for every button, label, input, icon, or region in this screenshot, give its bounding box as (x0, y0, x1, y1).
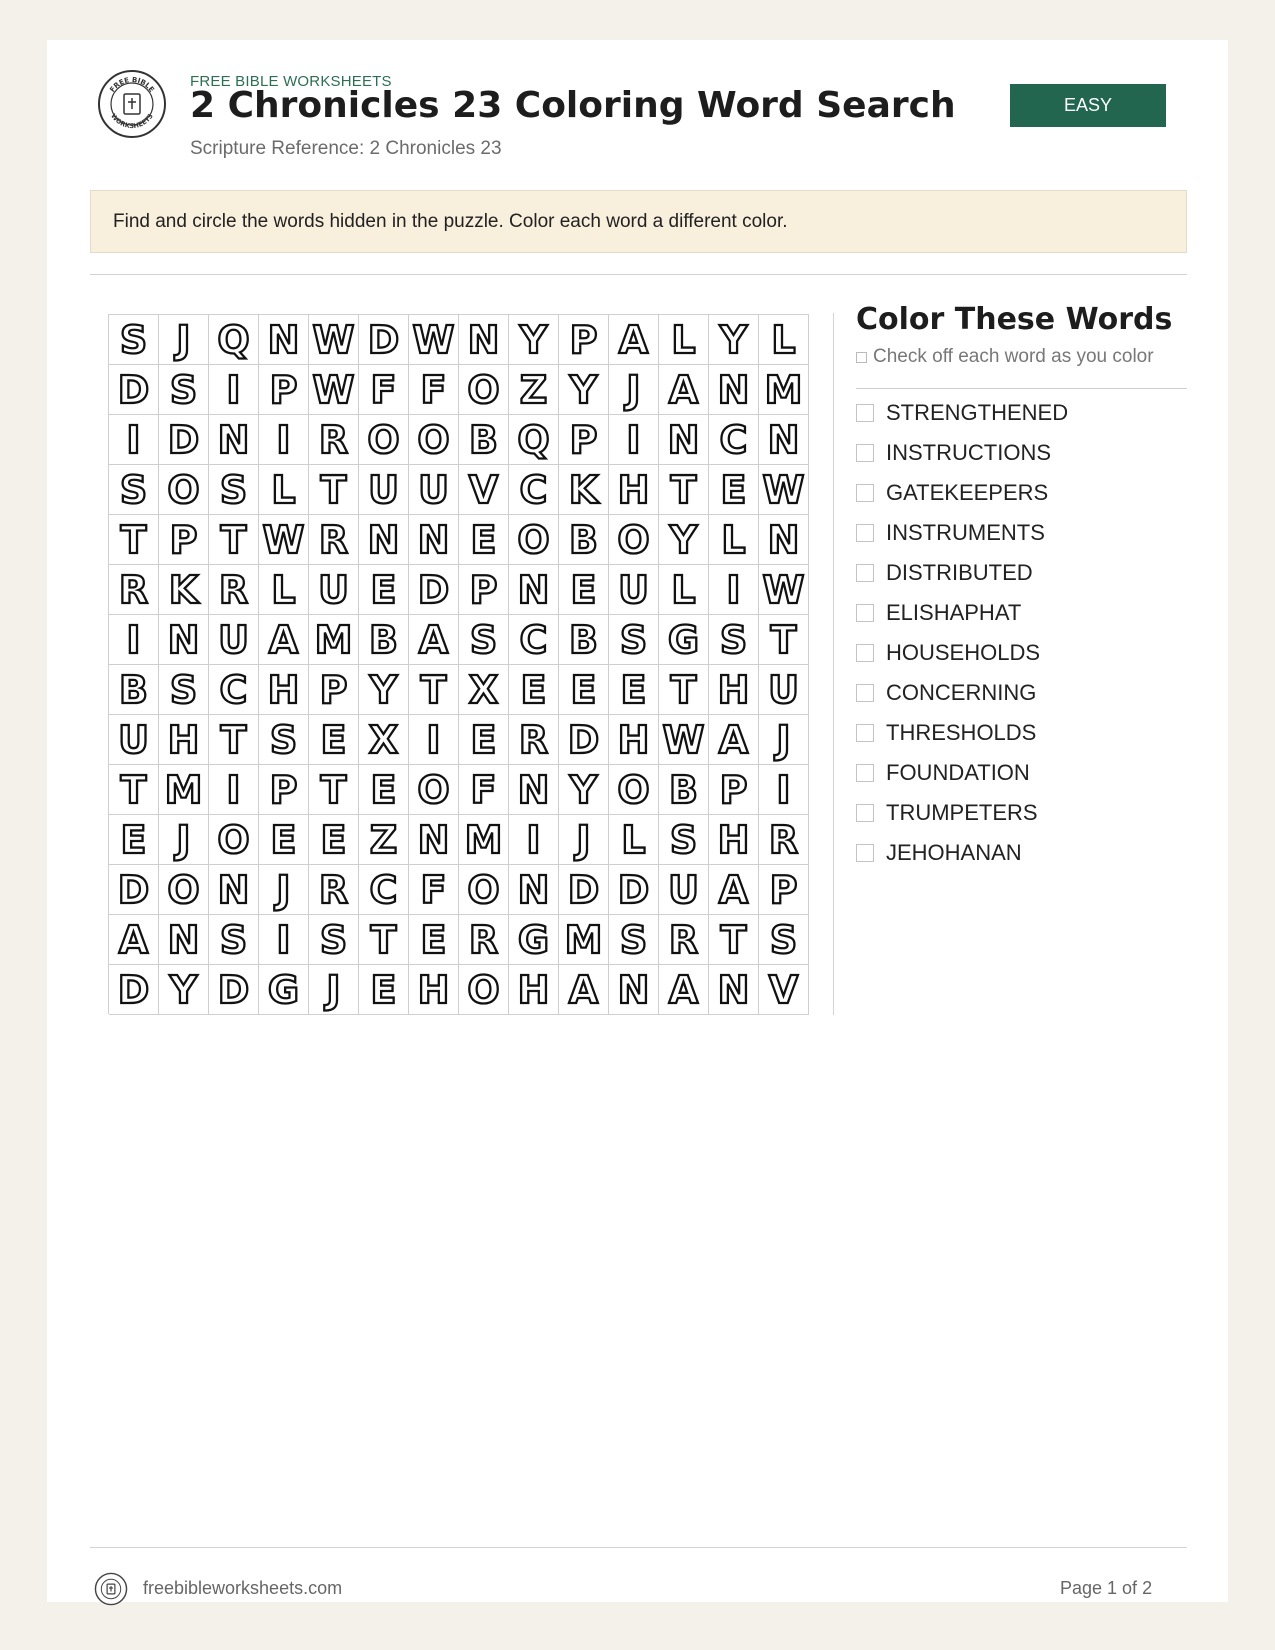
grid-cell[interactable]: N (509, 765, 559, 815)
grid-cell[interactable]: A (609, 315, 659, 365)
grid-cell[interactable]: S (209, 915, 259, 965)
grid-cell[interactable]: E (709, 465, 759, 515)
grid-cell[interactable]: N (709, 965, 759, 1015)
word-list-subtitle-text: Check off each word as you color (873, 346, 1154, 367)
grid-cell[interactable]: U (359, 465, 409, 515)
grid-cell[interactable]: Y (509, 315, 559, 365)
grid-cell[interactable]: R (309, 515, 359, 565)
grid-cell[interactable]: I (209, 365, 259, 415)
grid-cell[interactable]: F (409, 865, 459, 915)
page-number: Page 1 of 2 (1060, 1578, 1153, 1598)
word-label: JEHOHANAN (886, 840, 1022, 865)
grid-cell[interactable]: H (159, 715, 209, 765)
grid-cell[interactable]: I (109, 415, 159, 465)
grid-cell[interactable]: S (309, 915, 359, 965)
word-list-item[interactable] (856, 433, 1187, 473)
grid-cell[interactable]: Z (509, 365, 559, 415)
grid-cell[interactable]: O (159, 465, 209, 515)
grid-cell[interactable]: T (209, 715, 259, 765)
word-label: ELISHAPHAT (886, 600, 1022, 625)
grid-cell[interactable]: F (359, 365, 409, 415)
grid-cell[interactable]: D (359, 315, 409, 365)
grid-cell[interactable]: W (409, 315, 459, 365)
grid-cell[interactable]: R (109, 565, 159, 615)
grid-cell[interactable]: R (509, 715, 559, 765)
grid-cell[interactable]: E (559, 565, 609, 615)
grid-cell[interactable]: L (709, 515, 759, 565)
word-label: HOUSEHOLDS (886, 640, 1041, 665)
grid-cell[interactable]: N (259, 315, 309, 365)
grid-cell[interactable]: O (459, 865, 509, 915)
grid-cell[interactable]: T (659, 665, 709, 715)
grid-cell[interactable]: C (359, 865, 409, 915)
word-label: FOUNDATION (886, 760, 1030, 785)
word-label: DISTRIBUTED (886, 560, 1033, 585)
grid-cell[interactable]: L (659, 565, 709, 615)
word-list (856, 393, 1187, 873)
grid-cell[interactable]: W (759, 465, 809, 515)
grid-cell[interactable]: R (759, 815, 809, 865)
grid-cell[interactable]: O (359, 415, 409, 465)
word-list-item[interactable] (856, 553, 1187, 593)
grid-cell[interactable]: R (309, 415, 359, 465)
grid-cell[interactable]: S (609, 615, 659, 665)
grid-cell[interactable]: O (459, 965, 509, 1015)
word-checkbox[interactable] (856, 604, 874, 622)
grid-cell[interactable]: L (659, 315, 709, 365)
grid-cell[interactable]: O (609, 515, 659, 565)
grid-cell[interactable]: E (109, 815, 159, 865)
grid-cell[interactable]: N (409, 515, 459, 565)
grid-cell[interactable]: X (459, 665, 509, 715)
word-list-item[interactable] (856, 513, 1187, 553)
grid-cell[interactable]: V (759, 965, 809, 1015)
word-search-grid[interactable] (108, 314, 809, 1014)
grid-cell[interactable]: C (509, 465, 559, 515)
grid-cell[interactable]: X (359, 715, 409, 765)
grid-cell[interactable]: A (259, 615, 309, 665)
grid-cell[interactable]: B (559, 615, 609, 665)
grid-cell[interactable]: L (259, 465, 309, 515)
footer-divider (90, 1547, 1187, 1548)
grid-cell[interactable]: P (559, 415, 609, 465)
word-list-item[interactable] (856, 633, 1187, 673)
word-label: TRUMPETERS (886, 800, 1038, 825)
svg-text:WORKSHEETS: WORKSHEETS (109, 112, 155, 131)
grid-cell[interactable]: M (459, 815, 509, 865)
grid-cell[interactable]: G (259, 965, 309, 1015)
word-checkbox[interactable] (856, 844, 874, 862)
grid-cell[interactable]: Y (709, 315, 759, 365)
word-checkbox[interactable] (856, 644, 874, 662)
word-checkbox[interactable] (856, 764, 874, 782)
word-list-item[interactable] (856, 713, 1187, 753)
grid-cell[interactable]: I (259, 415, 309, 465)
grid-cell[interactable]: S (209, 465, 259, 515)
grid-cell[interactable]: E (459, 515, 509, 565)
grid-cell[interactable]: N (509, 865, 559, 915)
grid-cell[interactable]: B (109, 665, 159, 715)
grid-cell[interactable]: C (709, 415, 759, 465)
grid-cell[interactable]: M (759, 365, 809, 415)
grid-cell[interactable]: M (159, 765, 209, 815)
grid-cell[interactable]: A (559, 965, 609, 1015)
grid-cell[interactable]: R (459, 915, 509, 965)
grid-cell[interactable]: N (459, 315, 509, 365)
grid-cell[interactable]: O (409, 765, 459, 815)
grid-cell[interactable]: H (609, 465, 659, 515)
grid-cell[interactable]: A (409, 615, 459, 665)
word-checkbox[interactable] (856, 444, 874, 462)
grid-cell[interactable]: S (259, 715, 309, 765)
grid-cell[interactable]: N (709, 365, 759, 415)
grid-cell[interactable]: S (109, 465, 159, 515)
word-label: STRENGTHENED (886, 400, 1069, 425)
grid-cell[interactable]: J (159, 815, 209, 865)
word-checkbox[interactable] (856, 724, 874, 742)
grid-cell[interactable]: N (659, 415, 709, 465)
grid-cell[interactable]: S (459, 615, 509, 665)
instructions-box (90, 190, 1187, 253)
grid-cell[interactable]: J (259, 865, 309, 915)
grid-cell[interactable]: B (559, 515, 609, 565)
grid-cell[interactable]: T (759, 615, 809, 665)
grid-cell[interactable]: T (309, 765, 359, 815)
word-checkbox[interactable] (856, 564, 874, 582)
grid-cell[interactable]: P (259, 365, 309, 415)
grid-cell[interactable]: K (159, 565, 209, 615)
grid-cell[interactable]: W (309, 315, 359, 365)
grid-cell[interactable]: N (759, 415, 809, 465)
grid-cell[interactable]: P (709, 765, 759, 815)
grid-cell[interactable]: Y (659, 515, 709, 565)
grid-cell[interactable]: W (759, 565, 809, 615)
grid-cell[interactable]: I (259, 915, 309, 965)
grid-cell[interactable]: E (609, 665, 659, 715)
grid-cell[interactable]: P (559, 315, 609, 365)
grid-cell[interactable]: R (309, 865, 359, 915)
grid-cell[interactable]: I (509, 815, 559, 865)
grid-cell[interactable]: S (759, 915, 809, 965)
grid-cell[interactable]: T (309, 465, 359, 515)
grid-cell[interactable]: I (109, 615, 159, 665)
grid-cell[interactable]: S (109, 315, 159, 365)
grid-cell[interactable]: E (259, 815, 309, 865)
grid-cell[interactable]: H (709, 665, 759, 715)
brand-name: FREE BIBLE WORKSHEETS (190, 73, 392, 90)
word-list-item[interactable] (856, 673, 1187, 713)
grid-cell[interactable]: A (659, 365, 709, 415)
footer-site: freebibleworksheets.com (143, 1578, 343, 1598)
grid-cell[interactable]: J (309, 965, 359, 1015)
grid-cell[interactable]: F (409, 365, 459, 415)
grid-cell[interactable]: Y (559, 765, 609, 815)
grid-cell[interactable]: A (709, 715, 759, 765)
grid-cell[interactable]: W (309, 365, 359, 415)
grid-cell[interactable]: T (709, 915, 759, 965)
grid-cell[interactable]: I (409, 715, 459, 765)
grid-cell[interactable]: Y (159, 965, 209, 1015)
grid-cell[interactable]: S (709, 615, 759, 665)
grid-cell[interactable]: U (659, 865, 709, 915)
word-list-divider (856, 388, 1187, 389)
grid-cell[interactable]: P (309, 665, 359, 715)
grid-cell[interactable]: H (609, 715, 659, 765)
word-list-item[interactable] (856, 833, 1187, 873)
grid-cell[interactable]: E (359, 565, 409, 615)
grid-cell[interactable]: A (659, 965, 709, 1015)
word-list-title: Color These Words (856, 302, 1173, 337)
grid-cell[interactable]: Y (359, 665, 409, 715)
grid-cell[interactable]: R (209, 565, 259, 615)
grid-cell[interactable]: H (709, 815, 759, 865)
grid-cell[interactable]: Q (509, 415, 559, 465)
grid-cell[interactable]: U (309, 565, 359, 615)
grid-cell[interactable]: J (559, 815, 609, 865)
grid-cell[interactable]: O (209, 815, 259, 865)
grid-cell[interactable]: T (109, 765, 159, 815)
grid-cell[interactable]: N (159, 615, 209, 665)
grid-cell[interactable]: S (159, 365, 209, 415)
grid-cell[interactable]: D (159, 415, 209, 465)
grid-cell[interactable]: E (309, 815, 359, 865)
grid-cell[interactable]: E (559, 665, 609, 715)
grid-cell[interactable]: W (659, 715, 709, 765)
grid-cell[interactable]: D (109, 965, 159, 1015)
grid-cell[interactable]: B (659, 765, 709, 815)
grid-cell[interactable]: S (659, 815, 709, 865)
free-bible-worksheets-logo (97, 69, 167, 139)
grid-cell[interactable]: H (509, 965, 559, 1015)
word-list-item[interactable] (856, 473, 1187, 513)
grid-cell[interactable]: U (209, 615, 259, 665)
grid-cell[interactable]: G (509, 915, 559, 965)
grid-cell[interactable]: N (759, 515, 809, 565)
grid-cell[interactable]: E (309, 715, 359, 765)
grid-cell[interactable]: L (609, 815, 659, 865)
grid-cell[interactable]: G (659, 615, 709, 665)
grid-cell[interactable]: J (159, 315, 209, 365)
word-label: INSTRUCTIONS (886, 440, 1051, 465)
grid-cell[interactable]: O (159, 865, 209, 915)
word-list-item[interactable] (856, 593, 1187, 633)
word-checkbox[interactable] (856, 524, 874, 542)
footer-logo (94, 1572, 128, 1606)
checkbox-icon (856, 352, 867, 363)
grid-cell[interactable]: Z (359, 815, 409, 865)
grid-cell[interactable]: Q (209, 315, 259, 365)
grid-cell[interactable]: P (459, 565, 509, 615)
grid-cell[interactable]: D (109, 365, 159, 415)
grid-cell[interactable]: F (459, 765, 509, 815)
grid-cell[interactable]: T (209, 515, 259, 565)
grid-cell[interactable]: D (409, 565, 459, 615)
grid-cell[interactable]: T (109, 515, 159, 565)
grid-cell[interactable]: A (109, 915, 159, 965)
grid-cell[interactable]: N (209, 415, 259, 465)
grid-cell[interactable]: O (509, 515, 559, 565)
grid-cell[interactable]: N (409, 815, 459, 865)
grid-cell[interactable]: B (359, 615, 409, 665)
grid-cell[interactable]: T (409, 665, 459, 715)
grid-cell[interactable]: E (459, 715, 509, 765)
grid-cell[interactable]: N (359, 515, 409, 565)
grid-cell[interactable]: O (459, 365, 509, 415)
grid-cell[interactable]: A (709, 865, 759, 915)
grid-cell[interactable]: H (409, 965, 459, 1015)
grid-cell[interactable]: P (259, 765, 309, 815)
grid-cell[interactable]: Y (559, 365, 609, 415)
grid-cell[interactable]: E (509, 665, 559, 715)
word-list-subtitle (856, 346, 1154, 368)
grid-cell[interactable]: U (109, 715, 159, 765)
word-checkbox[interactable] (856, 484, 874, 502)
grid-cell[interactable]: J (609, 365, 659, 415)
word-label: CONCERNING (886, 680, 1037, 705)
grid-cell[interactable]: U (759, 665, 809, 715)
grid-cell[interactable]: V (459, 465, 509, 515)
grid-cell[interactable]: U (609, 565, 659, 615)
grid-cell[interactable]: E (359, 765, 409, 815)
grid-cell[interactable]: N (509, 565, 559, 615)
word-label: GATEKEEPERS (886, 480, 1049, 505)
svg-text:FREE BIBLE: FREE BIBLE (108, 75, 156, 94)
grid-cell[interactable]: R (659, 915, 709, 965)
word-list-item[interactable] (856, 793, 1187, 833)
grid-cell[interactable]: N (159, 915, 209, 965)
grid-cell[interactable]: D (209, 965, 259, 1015)
word-checkbox[interactable] (856, 404, 874, 422)
page-title: 2 Chronicles 23 Coloring Word Search (190, 85, 956, 126)
grid-cell[interactable]: C (509, 615, 559, 665)
grid-cell[interactable]: I (709, 565, 759, 615)
grid-cell[interactable]: O (609, 765, 659, 815)
grid-cell[interactable]: I (209, 765, 259, 815)
grid-cell[interactable]: L (259, 565, 309, 615)
word-label: INSTRUMENTS (886, 520, 1045, 545)
grid-cell[interactable]: N (609, 965, 659, 1015)
word-list-item[interactable] (856, 753, 1187, 793)
grid-cell[interactable]: D (609, 865, 659, 915)
grid-cell[interactable]: L (759, 315, 809, 365)
grid-cell[interactable]: T (659, 465, 709, 515)
grid-cell[interactable]: S (609, 915, 659, 965)
grid-cell[interactable]: M (559, 915, 609, 965)
grid-cell[interactable]: O (409, 415, 459, 465)
grid-cell[interactable]: D (559, 865, 609, 915)
scripture-reference: Scripture Reference: 2 Chronicles 23 (190, 138, 502, 159)
grid-cell[interactable]: T (359, 915, 409, 965)
grid-cell[interactable]: D (559, 715, 609, 765)
grid-cell[interactable]: W (259, 515, 309, 565)
grid-cell[interactable]: U (409, 465, 459, 515)
grid-cell[interactable]: D (109, 865, 159, 915)
grid-cell[interactable]: E (359, 965, 409, 1015)
difficulty-badge: EASY (1010, 84, 1166, 127)
instructions-text: Find and circle the words hidden in the puzzle. Color each word a different color. (113, 210, 788, 232)
grid-cell[interactable]: S (159, 665, 209, 715)
grid-cell[interactable]: I (609, 415, 659, 465)
grid-cell[interactable]: J (759, 715, 809, 765)
word-label: THRESHOLDS (886, 720, 1037, 745)
column-divider (833, 313, 834, 1015)
grid-cell[interactable]: I (759, 765, 809, 815)
word-checkbox[interactable] (856, 804, 874, 822)
grid-cell[interactable]: C (209, 665, 259, 715)
grid-cell[interactable]: K (559, 465, 609, 515)
divider (90, 274, 1187, 275)
grid-cell[interactable]: B (459, 415, 509, 465)
grid-cell[interactable]: H (259, 665, 309, 715)
grid-cell[interactable]: M (309, 615, 359, 665)
grid-cell[interactable]: N (209, 865, 259, 915)
grid-cell[interactable]: E (409, 915, 459, 965)
word-checkbox[interactable] (856, 684, 874, 702)
word-list-item[interactable] (856, 393, 1187, 433)
grid-cell[interactable]: P (759, 865, 809, 915)
grid-cell[interactable]: P (159, 515, 209, 565)
